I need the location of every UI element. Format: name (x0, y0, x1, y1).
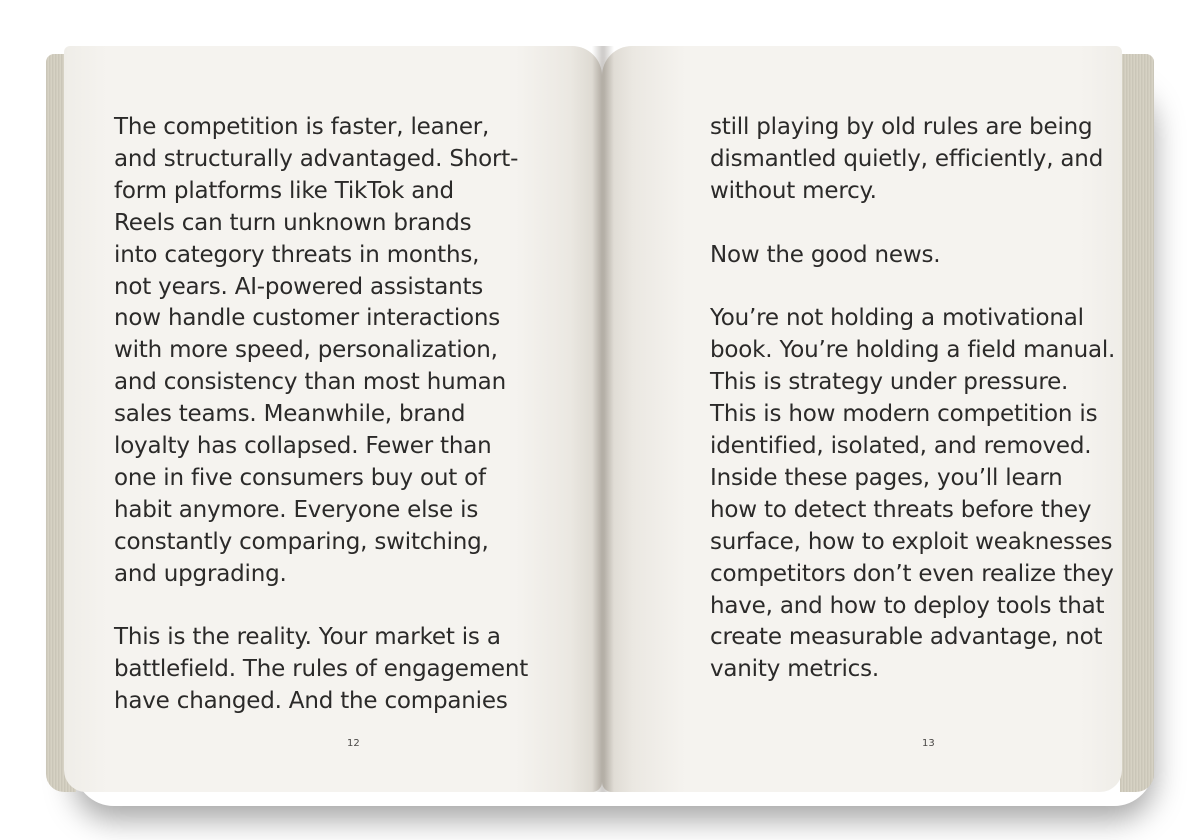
left-page (64, 46, 602, 792)
text-line: This is the reality. Your market is a (114, 624, 501, 651)
right-page-number: 13 (922, 738, 935, 749)
left-page-number: 12 (347, 738, 360, 749)
text-line: have changed. And the companies (114, 688, 508, 715)
book-spine-gutter (592, 46, 614, 792)
text-line: and upgrading. (114, 560, 287, 587)
text-line: into category threats in months, (114, 241, 480, 268)
right-page-text (710, 112, 1115, 686)
text-line: how to detect threats before they (710, 496, 1092, 523)
text-line: now handle customer interactions (114, 305, 501, 332)
text-line: and structurally advantaged. Short- (114, 145, 519, 172)
right-page (602, 46, 1122, 792)
text-line: competitors don’t even realize they (710, 560, 1114, 587)
text-line: sales teams. Meanwhile, brand (114, 401, 466, 428)
text-line: vanity metrics. (710, 656, 879, 683)
text-line: not years. AI-powered assistants (114, 273, 484, 300)
left-page-text (114, 112, 528, 718)
paragraph-gap (114, 591, 528, 623)
text-line: with more speed, personalization, (114, 337, 498, 364)
text-line: create measurable advantage, not (710, 624, 1103, 651)
text-line: This is how modern competition is (710, 401, 1098, 428)
text-line: identified, isolated, and removed. (710, 433, 1092, 460)
text-line: and consistency than most human (114, 369, 506, 396)
text-line: book. You’re holding a field manual. (710, 337, 1116, 364)
text-line: You’re not holding a motivational (710, 305, 1084, 332)
text-line: Now the good news. (710, 241, 941, 268)
text-line: one in five consumers buy out of (114, 464, 486, 491)
open-book (44, 46, 1154, 801)
text-line: battlefield. The rules of engagement (114, 656, 529, 683)
text-line: Inside these pages, you’ll learn (710, 464, 1063, 491)
paragraph-gap (710, 208, 1115, 240)
text-line: without mercy. (710, 177, 877, 204)
paragraph-gap (710, 272, 1115, 304)
text-line: This is strategy under pressure. (710, 369, 1069, 396)
text-line: The competition is faster, leaner, (114, 114, 490, 140)
text-line: have, and how to deploy tools that (710, 592, 1105, 619)
text-line: surface, how to exploit weaknesses (710, 528, 1113, 555)
text-line: form platforms like TikTok and (114, 177, 454, 204)
text-line: habit anymore. Everyone else is (114, 496, 479, 523)
text-line: still playing by old rules are being (710, 114, 1093, 140)
text-line: loyalty has collapsed. Fewer than (114, 433, 492, 460)
text-line: Reels can turn unknown brands (114, 209, 472, 236)
text-line: constantly comparing, switching, (114, 528, 489, 555)
right-page-edges (1120, 54, 1154, 792)
text-line: dismantled quietly, efficiently, and (710, 145, 1104, 172)
